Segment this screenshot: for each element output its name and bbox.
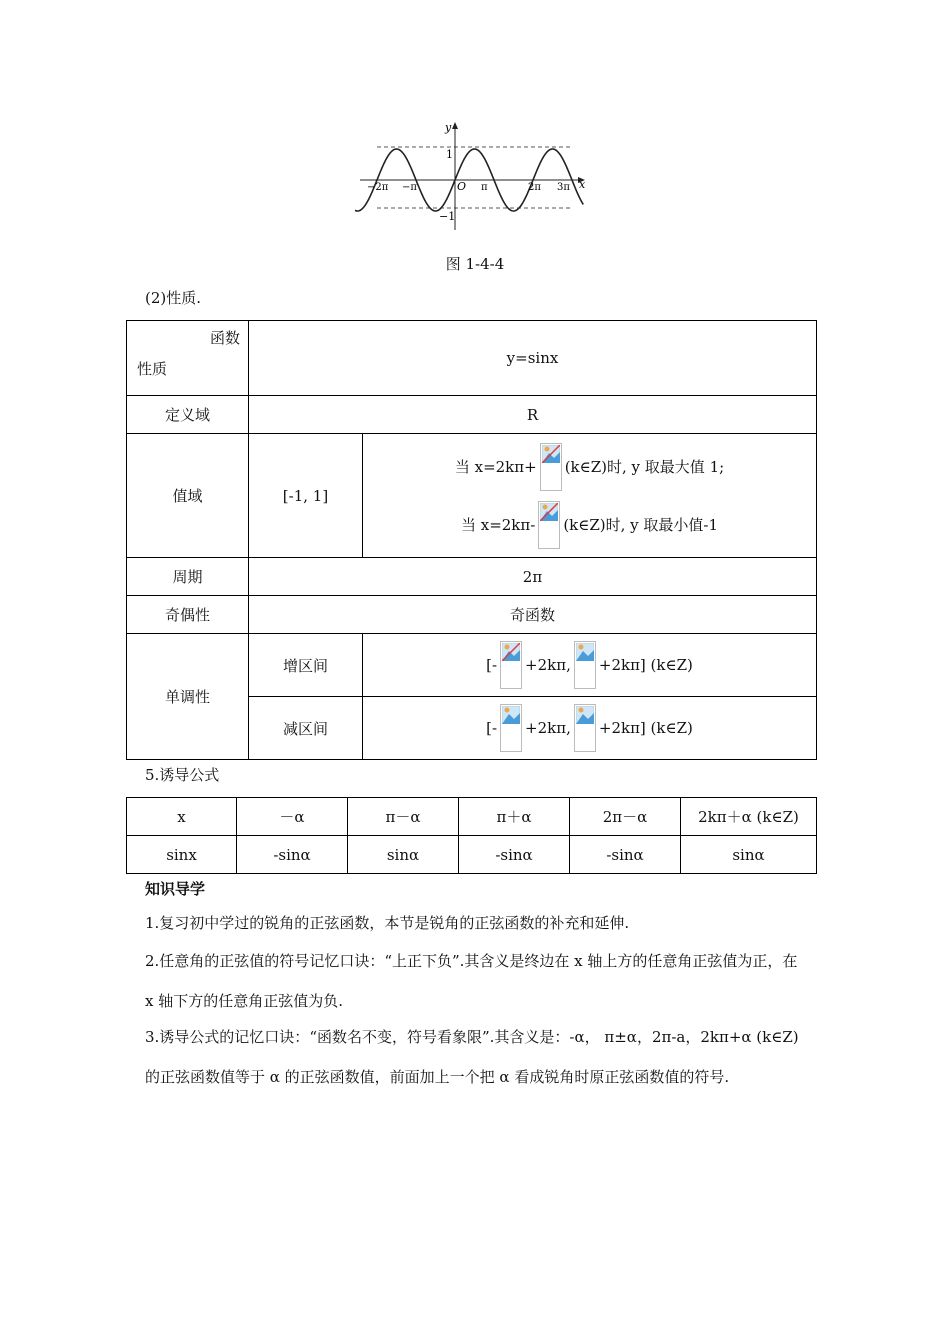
parity-value: 奇函数: [249, 596, 817, 634]
tick-label-neg-one: −1: [439, 210, 456, 223]
image-placeholder-icon: [500, 704, 522, 752]
tick-label-3pi: 3π: [557, 182, 570, 193]
decreasing-interval-line: [363, 699, 816, 757]
tick-label-one: 1: [446, 148, 453, 161]
table-row: [127, 836, 817, 874]
tick-label-pi: π: [481, 182, 488, 193]
table-row: [127, 321, 817, 396]
inc-text-b: +2kπ,: [525, 656, 571, 674]
induction-formula-table: [126, 797, 817, 874]
x-axis-label: x: [579, 178, 586, 191]
image-placeholder-icon: [574, 641, 596, 689]
parity-label: 奇偶性: [127, 596, 249, 634]
max-text-post: (k∈Z)时, y 取最大值 1;: [564, 458, 725, 476]
header-function-label: 函数: [209, 329, 240, 347]
image-placeholder-icon: [500, 641, 522, 689]
table-header-cell: x: [127, 798, 237, 836]
range-detail-cell: [363, 434, 817, 558]
sine-graph: [355, 118, 595, 236]
header-property-label: 性质: [137, 360, 168, 378]
table-row: [127, 396, 817, 434]
range-value: [-1, 1]: [249, 434, 363, 558]
table-row: [127, 434, 817, 558]
period-label: 周期: [127, 558, 249, 596]
y-axis-label: y: [445, 121, 452, 134]
table-row: [127, 558, 817, 596]
table-header-cell: －α: [237, 798, 348, 836]
function-name-cell: y=sinx: [249, 321, 817, 396]
origin-label: O: [457, 180, 467, 193]
decreasing-value: [363, 697, 817, 760]
image-placeholder-icon: [540, 443, 562, 491]
guide-paragraph-2: 2.任意角的正弦值的符号记忆口诀：“上正下负”.其含义是终边在 x 轴上方的任意角正弦值为正，在 x 轴下方的任意角正弦值为负.: [145, 952, 798, 1010]
table-header-cell: 2kπ＋α (k∈Z): [681, 798, 817, 836]
table-cell: sinα: [681, 836, 817, 874]
tick-label-neg-2pi: −2π: [367, 182, 389, 193]
table-row: [127, 634, 817, 697]
monotonicity-label: 单调性: [127, 634, 249, 760]
increasing-interval-line: [363, 636, 816, 694]
min-text-pre: 当 x=2kπ-: [460, 516, 536, 534]
period-value: 2π: [249, 558, 817, 596]
figure-caption: 图 1-4-4: [445, 255, 505, 273]
decreasing-label: 减区间: [249, 697, 363, 760]
min-text-post: (k∈Z)时, y 取最小值-1: [563, 516, 719, 534]
dec-text-c: +2kπ] (k∈Z): [598, 719, 693, 737]
y-axis-arrow: [452, 122, 458, 129]
guide-paragraph-3: 3.诱导公式的记忆口诀：“函数名不变，符号看象限”.其含义是：-α， π±α，2π-a，2kπ+α (k∈Z) 的正弦函数值等于 α 的正弦函数值，前面加上一个把 α 看成锐角时原正弦函数值的符号.: [145, 1028, 799, 1086]
table-cell: -sinα: [459, 836, 570, 874]
guide-paragraph-1: 1.复习初中学过的锐角的正弦函数，本节是锐角的正弦函数的补充和延伸.: [145, 914, 630, 932]
dec-text-b: +2kπ,: [525, 719, 571, 737]
domain-label: 定义域: [127, 396, 249, 434]
table-header-cell: π＋α: [459, 798, 570, 836]
table-row: [127, 798, 817, 836]
domain-value: R: [249, 396, 817, 434]
tick-label-neg-pi: −π: [402, 182, 417, 193]
table-header-cell: π－α: [348, 798, 459, 836]
section-heading-induction-formula: 5.诱导公式: [145, 766, 220, 784]
max-value-line: [363, 438, 816, 496]
min-value-line: [363, 496, 816, 554]
table-cell: sinα: [348, 836, 459, 874]
properties-table: [126, 320, 817, 760]
inc-text-a: [-: [486, 656, 498, 674]
increasing-label: 增区间: [249, 634, 363, 697]
header-diagonal-cell: [127, 321, 249, 396]
table-cell: -sinα: [570, 836, 681, 874]
max-text-pre: 当 x=2kπ+: [454, 458, 537, 476]
dec-text-a: [-: [486, 719, 498, 737]
section-heading-properties: (2)性质.: [145, 289, 202, 307]
image-placeholder-icon: [538, 501, 560, 549]
tick-label-2pi: 2π: [528, 182, 541, 193]
inc-text-c: +2kπ] (k∈Z): [598, 656, 693, 674]
knowledge-guide-title: 知识导学: [145, 880, 206, 898]
table-cell: sinx: [127, 836, 237, 874]
image-placeholder-icon: [574, 704, 596, 752]
table-row: [127, 596, 817, 634]
table-header-cell: 2π－α: [570, 798, 681, 836]
increasing-value: [363, 634, 817, 697]
table-cell: -sinα: [237, 836, 348, 874]
range-label: 值域: [127, 434, 249, 558]
